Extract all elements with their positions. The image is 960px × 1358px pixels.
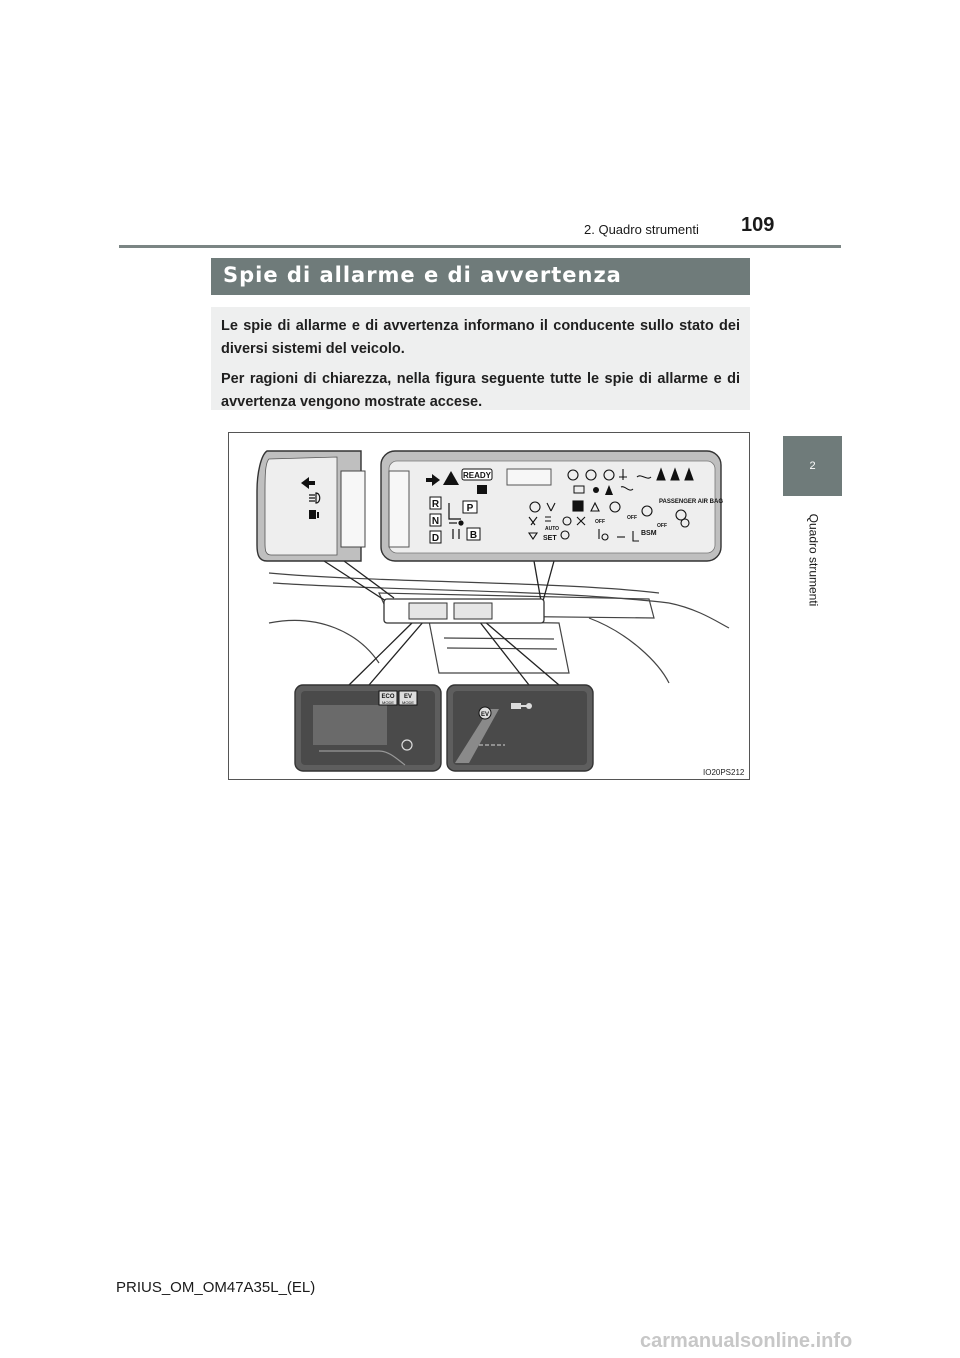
eco-label: ECO <box>381 694 395 700</box>
off-label-1: OFF <box>595 519 605 525</box>
dashboard-figure <box>228 432 750 780</box>
off-label-2: OFF <box>627 515 637 521</box>
bottom-right-callout <box>447 685 593 771</box>
passenger-airbag-label: PASSENGER AIR BAG <box>659 499 724 505</box>
off-label-3: OFF <box>657 523 667 529</box>
page-number: 109 <box>741 214 775 236</box>
figure-code: IO20PS212 <box>703 768 745 777</box>
document-id: PRIUS_OM_OM47A35L_(EL) <box>116 1279 316 1296</box>
header-rule <box>119 245 841 248</box>
set-label: SET <box>543 535 557 542</box>
chapter-tab[interactable] <box>783 436 842 496</box>
ev-mode-label: MODE <box>402 700 414 705</box>
intro-box <box>211 307 750 410</box>
watermark: carmanualsonline.info <box>640 1330 853 1352</box>
security-icon <box>477 485 487 494</box>
gear-b-label: B <box>469 530 478 541</box>
gear-n-label: N <box>431 516 440 527</box>
ev-label: EV <box>403 694 413 700</box>
ready-label: READY <box>462 471 492 480</box>
ev-badge-label: EV <box>480 712 490 718</box>
intro-paragraph-1: Le spie di allarme e di avvertenza informano il conducente sullo stato dei diversi sistemi del veicolo. <box>221 318 740 357</box>
bsm-label: BSM <box>641 530 657 537</box>
gear-d-label: D <box>431 533 440 544</box>
gear-r-label: R <box>431 499 440 510</box>
eco-mode-label: MODE <box>382 700 394 705</box>
chapter-tab-number: 2 <box>809 460 816 472</box>
left-indicator-callout <box>257 451 365 561</box>
section-header <box>211 258 750 295</box>
gear-p-label: P <box>466 503 474 514</box>
chapter-tab-label-text: Quadro strumenti <box>806 513 820 607</box>
main-indicator-callout <box>381 451 723 561</box>
dashboard-outline <box>269 573 729 683</box>
chapter-tab-label <box>782 500 844 620</box>
intro-paragraph-2: Per ragioni di chiarezza, nella figura seguente tutte le spie di allarme e di avvertenza vengono mostrate accese. <box>221 371 740 410</box>
section-title: Spie di allarme e di avvertenza <box>223 263 622 287</box>
auto-label: AUTO <box>545 526 560 532</box>
chapter-title: 2. Quadro strumenti <box>584 222 699 237</box>
dashboard-illustration <box>229 433 749 779</box>
bottom-left-callout <box>295 685 441 771</box>
instrument-cluster-location <box>384 599 544 623</box>
